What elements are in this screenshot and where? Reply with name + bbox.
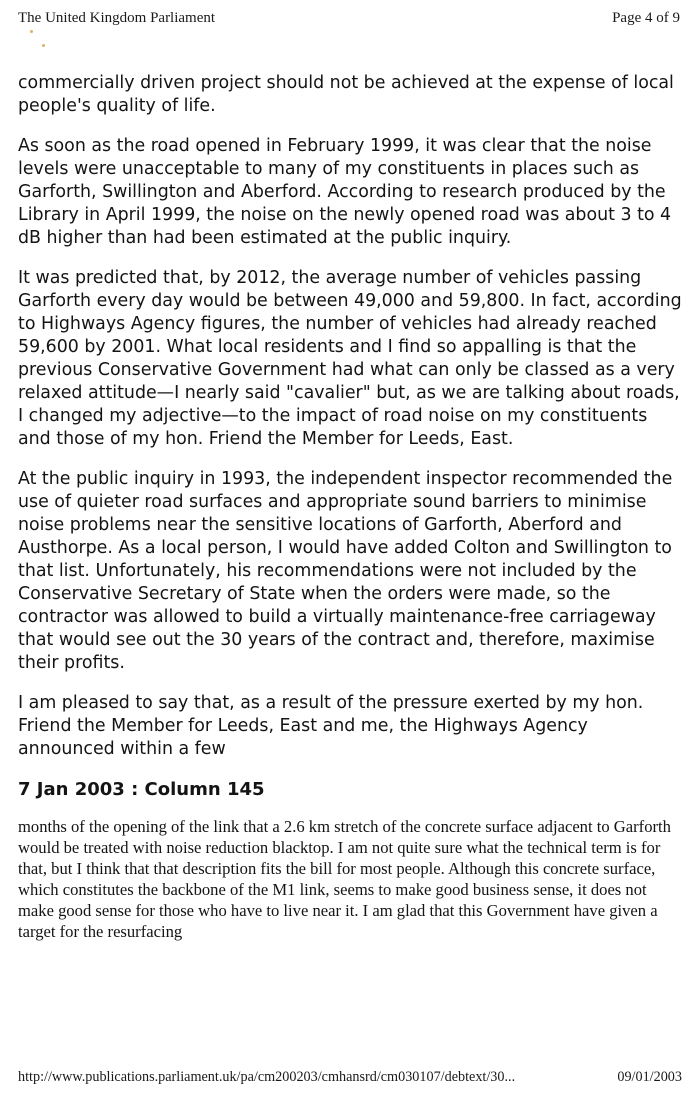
article-body: [18, 72, 682, 959]
paragraph: As soon as the road opened in February 1999, it was clear that the noise levels were unacceptable to many of my constituents in places such as Garforth, Swillington and Aberford. According to research produced by the Library in April 1999, the noise on the newly opened road was about 3 to 4 dB higher than had been estimated at the public inquiry.: [18, 136, 672, 248]
source-url[interactable]: http://www.publications.parliament.uk/pa/cm200203/cmhansrd/cm030107/debtext/30...: [18, 1069, 516, 1085]
scan-speck: [30, 30, 33, 33]
continuation-paragraph: months of the opening of the link that a 2.6 km stretch of the concrete surface adjacent to Garforth would be treated with noise reduction blacktop. I am not quite sure what the technical term is for that, but I think that that description fits the bill for most people. Although this concrete surface, which constitutes the backbone of the M1 link, seems to make good business sense, it does not make good sense for those who have to live near it. I am glad that this Government have given a target for the resurfacing: [18, 817, 671, 941]
scan-speck: [42, 44, 45, 47]
print-date: 09/01/2003: [617, 1069, 682, 1085]
paragraph: I am pleased to say that, as a result of the pressure exerted by my hon. Friend the Member for Leeds, East and me, the Highways Agency announced within a few: [18, 693, 644, 759]
paragraph: It was predicted that, by 2012, the average number of vehicles passing Garforth every day would be between 49,000 and 59,800. In fact, according to Highways Agency figures, the number of vehicles had already reached 59,600 by 2001. What local residents and I find so appalling is that the previous Conservative Government had what can only be classed as a very relaxed attitude—I nearly said "cavalier" but, as we are talking about roads, I changed my adjective—to the impact of road noise on my constituents and those of my hon. Friend the Member for Leeds, East.: [18, 268, 682, 449]
paragraph: commercially driven project should not be achieved at the expense of local people's quality of life.: [18, 73, 674, 116]
source-title: The United Kingdom Parliament: [18, 10, 216, 26]
page-indicator: Page 4 of 9: [612, 10, 680, 26]
paragraph: At the public inquiry in 1993, the independent inspector recommended the use of quieter road surfaces and appropriate sound barriers to minimise noise problems near the sensitive locations of Garforth, Aberford and Austhorpe. As a local person, I would have added Colton and Swillington to that list. Unfortunately, his recommendations were not included by the Conservative Secretary of State when the orders were made, so the contractor was allowed to build a virtually maintenance-free carriageway that would see out the 30 years of the contract and, therefore, maximise their profits.: [18, 469, 673, 673]
column-heading: 7 Jan 2003 : Column 145: [18, 779, 265, 800]
page-header: [18, 10, 680, 32]
